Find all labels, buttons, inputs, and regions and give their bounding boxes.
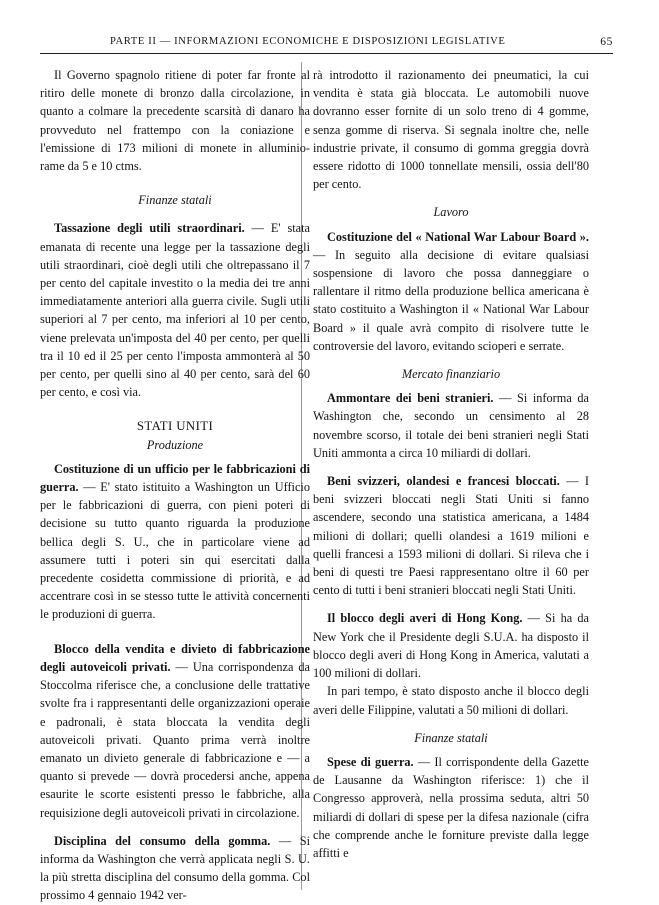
article-heading: Beni svizzeri, olandesi e francesi bloccati.: [327, 474, 560, 489]
section-heading-lavoro: Lavoro: [433, 205, 469, 220]
article-heading: Blocco della vendita e divieto di fabbricazione degli autoveicoli privati.: [40, 641, 310, 674]
left-column: [40, 66, 310, 905]
section-heading-produzione: Produzione: [146, 437, 204, 452]
article-beni-stranieri: [313, 389, 589, 462]
article-beni-bloccati: [313, 472, 589, 599]
page-number: 65: [600, 36, 613, 48]
article-ufficio-guerra: [40, 460, 310, 624]
running-header: [40, 36, 613, 52]
section-heading-finanze: Finanze statali: [138, 193, 212, 208]
article-body: — Il corrispondente della Gazette de Lausanne da Washington riferisce: 1) che il Congresso approverà, nella prossima seduta, altri 50 miliardi di dollari di spese per la difesa nazionale (cifra che comprende anche le forniture previste dalla legge affitti e: [313, 754, 589, 860]
country-heading: STATI UNITI: [136, 419, 214, 434]
article-hong-kong: [313, 609, 589, 682]
article-heading: Costituzione di un ufficio per le fabbricazioni di guerra.: [40, 461, 310, 495]
right-column: [313, 66, 589, 862]
article-body: — In seguito alla decisione di evitare qualsiasi sospensione di lavoro che possa danneggiare o rallentare il ritmo della produzione bellica americana è stato costituito a Washington il « National War Labour Board » il quale avrà compito di risolvere tutte le controversie del lavoro, evitando scioperi e serrate.: [313, 247, 589, 353]
article-tassazione: [40, 219, 310, 401]
article-heading: Ammontare dei beni stranieri.: [327, 391, 494, 406]
article-gomma: [40, 832, 310, 905]
article-spese-guerra: [313, 753, 589, 862]
article-war-labour-board: [313, 228, 589, 355]
article-body: — E' stato istituito a Washington un Ufficio per le fabbricazioni di guerra, con pieni poteri di decisione su tutto quanto riguarda la produzione bellica degli S. U., che in particolare viene ad assumere tutti i poteri sin qui esercitati dalla precedente cosidetta commissione di priorità, e ad accentrare così in se stesso tutte le attività concernenti le produzioni di guerra.: [40, 480, 310, 622]
header-title: PARTE II — INFORMAZIONI ECONOMICHE E DISPOSIZIONI LEGISLATIVE: [110, 36, 506, 47]
article-autoveicoli: [40, 640, 310, 822]
article-heading: Tassazione degli utili straordinari.: [54, 221, 245, 236]
article-body: — Si informa da Washington che, secondo un censimento al 28 novembre scorso, il totale dei beni stranieri negli Stati Uniti ammonta a circa 10 miliardi di dollari.: [313, 391, 589, 460]
article-body: — E' stata emanata di recente una legge per la tassazione degli utili straordinari, cioè degli utili che oltrepassano il 7 per cento del capitale investito o la media dei tre anni immediatamente anteriori alla guerra civile. Sugli utili superiori al 7 per cento, ma inferiori al 10 per cento, viene prelevata un'imposta del 40 per cento, per quelli tra il 10 ed il 25 per cento l'imposta ammonterà al 50 per cento, per quelli sino al 40 per cento, sarà del 60 per cento, e così via.: [40, 221, 311, 400]
article-heading: Il blocco degli averi di Hong Kong.: [327, 611, 523, 626]
article-heading: Costituzione del « National War Labour Board ».: [327, 229, 589, 244]
article-body: — I beni svizzeri bloccati negli Stati Uniti si fanno ascendere, secondo una statistica americana, a 1484 milioni di dollari; quelli olandesi a 1619 milioni e quelli francesi a 1593 milioni di dollari. Si rileva che i beni di questi tre Paesi rappresentano oltre il 60 per cento di tutti i beni stranieri bloccati negli Stati Uniti.: [313, 474, 590, 598]
article-heading: Disciplina del consumo della gomma.: [54, 833, 271, 848]
section-heading-finanze-2: Finanze statali: [414, 730, 488, 745]
article-body: — Una corrispondenza da Stoccolma riferisce che, a conclusione delle trattative svolte fra i rappresentanti delle organizzazioni operaie e padronali, è stata bloccata la vendita degli autoveicoli privati. Quanto prima verrà inoltre emanato un divieto generale di fabbricazione e — a quanto si prevede — dovrà procedersi anche, appena esaurite le scorte esistenti presso le fabbriche, alla requisizione degli autoveicoli privati in circolazione.: [40, 659, 310, 820]
article-filippine: In pari tempo, è stato disposto anche il blocco degli averi delle Filippine, valutati a 50 milioni di dollari.: [313, 684, 589, 717]
section-heading-mercato: Mercato finanziario: [401, 367, 501, 382]
article-body: — Si informa da Washington che verrà applicata negli S. U. la più stretta disciplina del consumo della gomma. Col prossimo 4 gennaio 1942 ver-: [40, 833, 311, 903]
header-rule: [40, 53, 613, 54]
article-heading: Spese di guerra.: [327, 754, 414, 769]
continued-paragraph: rà introdotto il razionamento dei pneumatici, la cui vendita è stata già bloccata. Le automobili nuove dovranno esser fornite di un solo treno di 4 gomme, senza gomme di riserva. Si segnala inoltre che, nelle industrie private, il consumo di gomma greggia dovrà essere ridotto di 1000 tonnellate mensili, ossia dell'80 per cento.: [313, 68, 589, 192]
article-body: — Si ha da New York che il Presidente degli S.U.A. ha disposto il blocco degli averi di Hong Kong in America, valutati a 100 milioni di dollari.: [313, 611, 589, 681]
intro-paragraph: Il Governo spagnolo ritiene di poter far fronte al ritiro delle monete di bronzo dalla circolazione, in quanto a colmare la precedente scarsità di danaro ha provveduto nel frattempo con la coniazione e l'emissione di 173 milioni di monete in alluminio-rame da 5 e 10 ctms.: [40, 68, 310, 174]
